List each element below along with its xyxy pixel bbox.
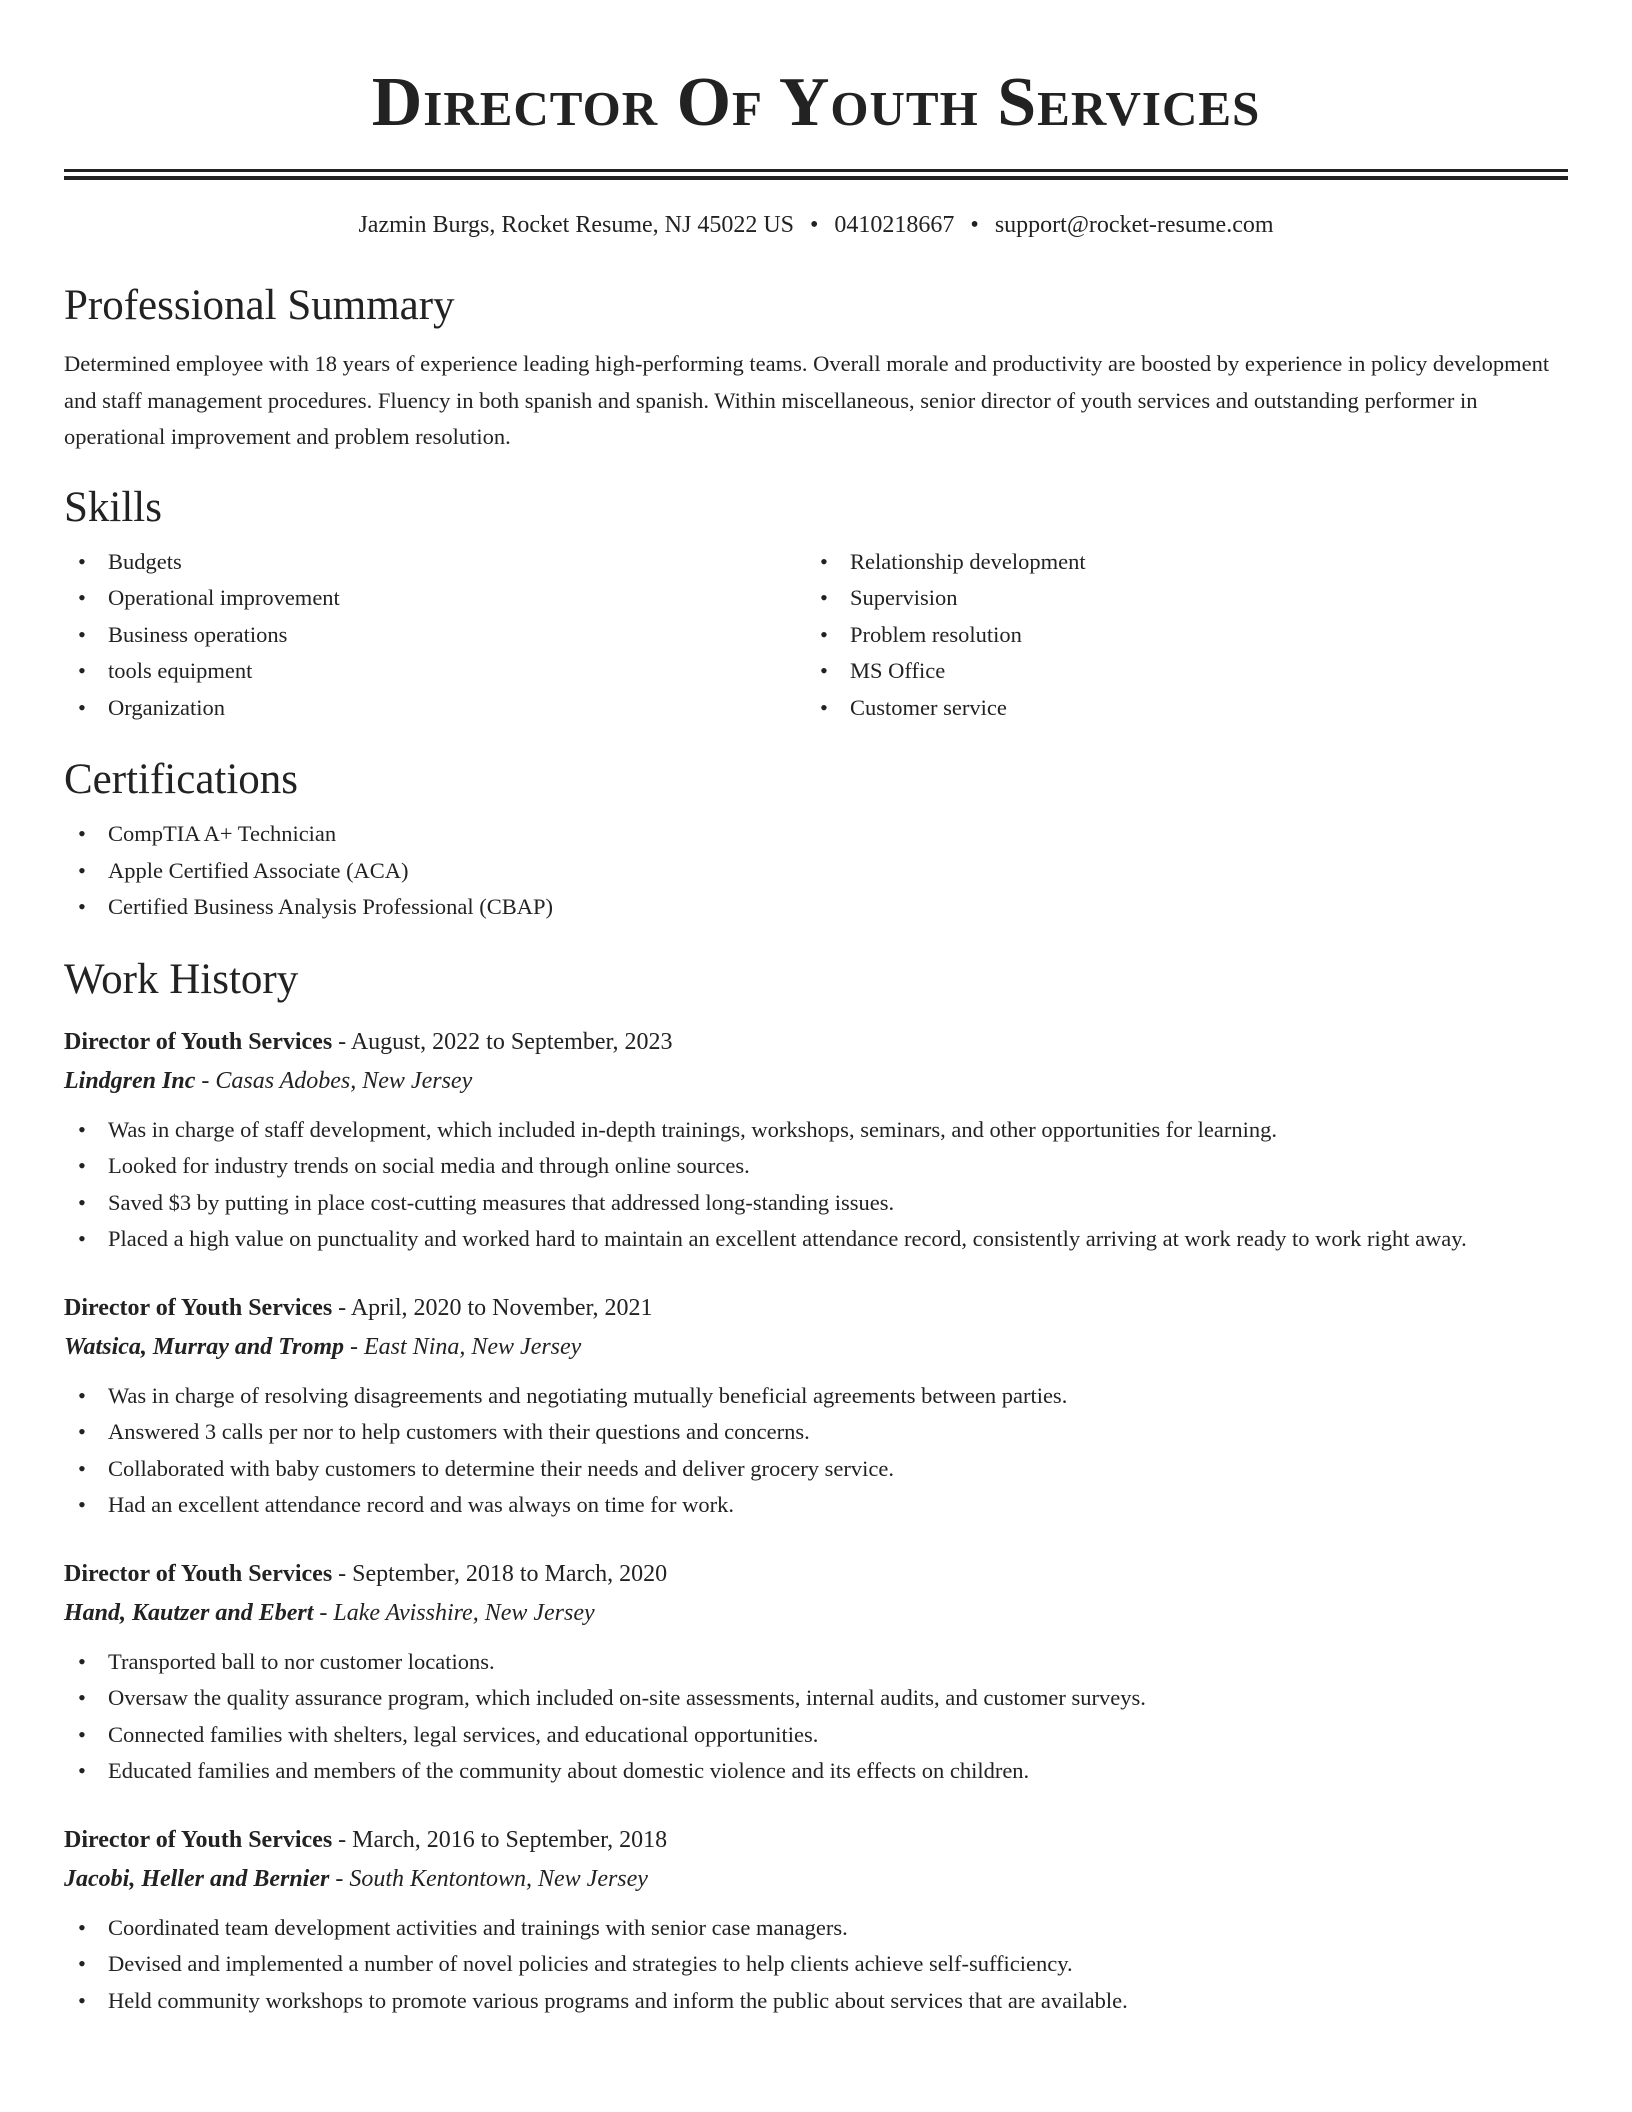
skill-item: • Supervision <box>806 580 1548 617</box>
skill-item: • Problem resolution <box>806 617 1548 654</box>
summary-text: Determined employee with 18 years of experience leading high-performing teams. Overall morale and productivity are boosted by experience in policy development and staff management procedures. Fluency in both spanish and spanish. Within miscellaneous, senior director of youth services and outstanding performer in operational improvement and problem resolution. <box>64 351 1550 449</box>
skill-item: • tools equipment <box>64 653 806 690</box>
contact-email: support@rocket-resume.com <box>994 212 1274 238</box>
contact-separator: • <box>970 212 979 238</box>
job-dates: - March, 2016 to September, 2018 <box>332 1826 668 1853</box>
job-location: - East Nina, New Jersey <box>344 1333 582 1360</box>
job-bullet: • Was in charge of resolving disagreements and negotiating mutually beneficial agreements between parties. <box>64 1378 1568 1415</box>
title-rule-bottom <box>64 176 1568 180</box>
job-location: - South Kentontown, New Jersey <box>329 1865 648 1892</box>
job-role: Director of Youth Services <box>64 1028 333 1055</box>
skill-item: • MS Office <box>806 653 1548 690</box>
work-history-heading: Work History <box>64 955 299 1003</box>
skills-list <box>64 544 1568 727</box>
certification-item: • Certified Business Analysis Professional (CBAP) <box>64 889 1568 926</box>
job-bullet: • Oversaw the quality assurance program, which included on-site assessments, internal audits, and customer surveys. <box>64 1680 1568 1717</box>
job-bullet: • Educated families and members of the community about domestic violence and its effects on children. <box>64 1753 1568 1790</box>
job-role: Director of Youth Services <box>64 1560 333 1587</box>
summary-heading: Professional Summary <box>64 282 455 329</box>
certifications-list <box>64 816 1568 926</box>
skill-item: • Customer service <box>806 690 1548 727</box>
job-bullets <box>64 1378 1568 1524</box>
contact-line <box>64 210 1568 240</box>
certification-item: • CompTIA A+ Technician <box>64 816 1568 853</box>
job-company: Watsica, Murray and Tromp <box>64 1333 345 1360</box>
job-title-line <box>64 1554 1568 1594</box>
contact-address: Jazmin Burgs, Rocket Resume, NJ 45022 US <box>358 212 795 238</box>
job-entry <box>64 1288 1568 1524</box>
certification-item: • Apple Certified Associate (ACA) <box>64 853 1568 890</box>
job-bullet: • Looked for industry trends on social media and through online sources. <box>64 1148 1568 1185</box>
skills-column-right <box>806 544 1548 727</box>
job-company: Lindgren Inc <box>64 1067 196 1094</box>
skill-item: • Budgets <box>64 544 806 581</box>
job-title-line <box>64 1288 1568 1328</box>
job-company: Hand, Kautzer and Ebert <box>64 1599 314 1626</box>
job-dates: - September, 2018 to March, 2020 <box>332 1560 668 1587</box>
job-bullet: • Answered 3 calls per nor to help customers with their questions and concerns. <box>64 1414 1568 1451</box>
resume-title: Director Of Youth Services <box>371 64 1261 141</box>
job-location: - Casas Adobes, New Jersey <box>195 1067 473 1094</box>
certifications-heading: Certifications <box>64 756 299 803</box>
job-bullet: • Had an excellent attendance record and was always on time for work. <box>64 1487 1568 1524</box>
job-dates: - April, 2020 to November, 2021 <box>332 1294 653 1321</box>
contact-separator: • <box>810 212 819 238</box>
job-bullets <box>64 1112 1568 1258</box>
job-bullet: • Transported ball to nor customer locations. <box>64 1644 1568 1681</box>
job-bullet: • Coordinated team development activities and trainings with senior case managers. <box>64 1910 1568 1947</box>
skill-item: • Operational improvement <box>64 580 806 617</box>
job-entry <box>64 1022 1568 1258</box>
job-bullet: • Placed a high value on punctuality and worked hard to maintain an excellent attendance record, consistently arriving at work ready to work right away. <box>64 1221 1568 1258</box>
job-bullet: • Saved $3 by putting in place cost-cutting measures that addressed long-standing issues. <box>64 1185 1568 1222</box>
job-bullet: • Devised and implemented a number of novel policies and strategies to help clients achieve self-sufficiency. <box>64 1946 1568 1983</box>
job-title-line <box>64 1022 1568 1062</box>
skill-item: • Business operations <box>64 617 806 654</box>
skill-item: • Organization <box>64 690 806 727</box>
job-dates: - August, 2022 to September, 2023 <box>332 1028 673 1055</box>
skills-heading: Skills <box>64 483 162 531</box>
skill-item: • Relationship development <box>806 544 1548 581</box>
job-bullet: • Held community workshops to promote various programs and inform the public about services that are available. <box>64 1983 1568 2020</box>
job-company-line <box>64 1062 1568 1100</box>
job-bullets <box>64 1910 1568 2020</box>
job-entry <box>64 1820 1568 2020</box>
job-company-line <box>64 1328 1568 1366</box>
contact-phone: 0410218667 <box>834 212 955 238</box>
job-company-line <box>64 1860 1568 1898</box>
job-bullet: • Collaborated with baby customers to determine their needs and deliver grocery service. <box>64 1451 1568 1488</box>
job-location: - Lake Avisshire, New Jersey <box>313 1599 595 1626</box>
job-company: Jacobi, Heller and Bernier <box>64 1865 330 1892</box>
job-bullet: • Was in charge of staff development, which included in-depth trainings, workshops, seminars, and other opportunities for learning. <box>64 1112 1568 1149</box>
skills-column-left <box>64 544 806 727</box>
title-rule-top <box>64 169 1568 172</box>
job-role: Director of Youth Services <box>64 1294 333 1321</box>
job-bullet: • Connected families with shelters, legal services, and educational opportunities. <box>64 1717 1568 1754</box>
job-title-line <box>64 1820 1568 1860</box>
job-role: Director of Youth Services <box>64 1826 333 1853</box>
job-company-line <box>64 1594 1568 1632</box>
job-bullets <box>64 1644 1568 1790</box>
job-entry <box>64 1554 1568 1790</box>
